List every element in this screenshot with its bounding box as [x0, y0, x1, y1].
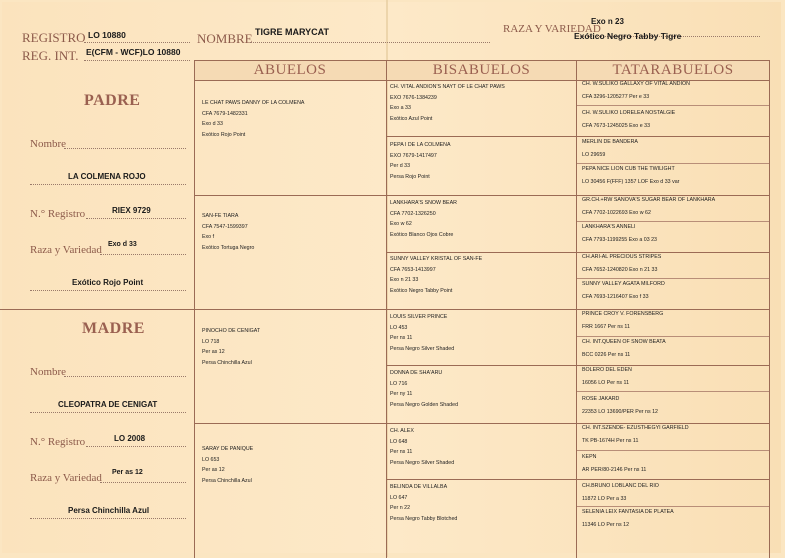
- bisabuelo-cell: [390, 312, 454, 354]
- nombre-value: TIGRE MARYCAT: [255, 27, 329, 37]
- madre-raza-underline-2: [30, 518, 186, 519]
- abuelo-cell: [202, 326, 260, 368]
- tatarabuelo-name: CH. INT.QUEEN OF SNOW BEATA: [582, 339, 666, 345]
- reg-int-value: E(CFM - WCF)LO 10880: [86, 47, 181, 57]
- tatarabuelo-reg: 22353 LO 13690/PER Per ns 12: [582, 409, 658, 415]
- tatarabuelo-reg: TK PB-1674H Per ns 11: [582, 438, 639, 444]
- abuelo-name: SAN-FE TIARA: [202, 213, 239, 219]
- reg-int-underline: [84, 60, 190, 61]
- bisabuelo-variety: Exótico Azul Point: [390, 115, 433, 122]
- abuelo-code: Per as 12: [202, 467, 225, 473]
- grid-top-line: [194, 60, 769, 61]
- tatarabuelo-separator: [577, 391, 769, 392]
- grid-vline-1: [194, 60, 195, 558]
- padre-raza-underline: [100, 254, 186, 255]
- grid-vline-3: [576, 60, 577, 558]
- tatarabuelo-reg: BCC 0226 Per ns 11: [582, 352, 631, 358]
- raza-value: Exótico Negro Tabby Tigre: [574, 31, 682, 41]
- reg-int-label: REG. INT.: [22, 48, 79, 63]
- tatarabuelo-cell: [582, 78, 690, 104]
- bisabuelo-variety: Persa Rojo Point: [390, 173, 430, 180]
- madre-raza-underline: [100, 482, 186, 483]
- bisabuelo-cell: [390, 254, 482, 296]
- tatarabuelo-cell: [582, 336, 666, 362]
- tatarabuelo-name: SUNNY VALLEY AGATA MILFORD: [582, 281, 665, 287]
- padre-registro-value: RIEX 9729: [112, 206, 151, 215]
- registro-underline: [84, 42, 190, 43]
- nombre-label: NOMBRE: [197, 31, 253, 46]
- bisabuelo-variety: Persa Negro Tabby Blotched: [390, 515, 458, 522]
- tatarabuelo-name: KEPN: [582, 454, 597, 460]
- bisabuelo-name: SUNNY VALLEY KRISTAL OF SAN-FE: [390, 256, 483, 262]
- tatarabuelo-name: ROSE JAKARD: [582, 396, 620, 402]
- madre-title: MADRE: [82, 320, 145, 337]
- abuelo-reg: CFA 7679-1482331: [202, 110, 248, 117]
- grid-eighth-line-3: [387, 365, 769, 366]
- bisabuelo-code: Per n 22: [390, 505, 411, 511]
- bisabuelo-cell: [390, 368, 458, 410]
- bisabuelo-name: DONNA DE SHA'ARU: [390, 370, 443, 376]
- bisabuelo-reg: LO 453: [390, 324, 408, 331]
- madre-raza-label: Raza y Variedad: [30, 472, 102, 484]
- tatarabuelo-name: MERLIN DE BANDERA: [582, 139, 638, 145]
- abuelo-variety: Exótico Rojo Point: [202, 131, 246, 138]
- abuelo-cell: [202, 211, 254, 253]
- madre-raza-code: Per as 12: [112, 469, 143, 476]
- bisabuelo-cell: [390, 198, 457, 240]
- tatarabuelo-cell: [582, 480, 659, 506]
- bisabuelo-reg: EXO 7676-1384239: [390, 94, 437, 101]
- tatarabuelo-cell: [582, 163, 679, 189]
- bisabuelo-reg: CFA 7702-1326250: [390, 210, 436, 217]
- tatarabuelo-reg: CFA 7793-1199255 Exo a 03 23: [582, 237, 657, 243]
- tatarabuelo-name: BOLERO DEL EDEN: [582, 367, 632, 373]
- abuelo-name: SARAY DE PANIQUE: [202, 446, 254, 452]
- tatarabuelo-name: CH. INT.SZENDE- EZUSTHEGYI GARFIELD: [582, 425, 689, 431]
- tatarabuelo-name: PRINCE CROY V. FORENSBERG: [582, 311, 664, 317]
- bisabuelo-name: LANKHARA'S SNOW BEAR: [390, 200, 457, 206]
- tatarabuelo-reg: CFA 7652-1240820 Exo n 21 33: [582, 267, 658, 273]
- tatarabuelo-reg: CFA 3296-1205277 Per e 33: [582, 94, 650, 100]
- abuelo-code: Per as 12: [202, 349, 225, 355]
- tatarabuelo-cell: [582, 422, 689, 448]
- bisabuelo-variety: Persa Negro Silver Shaded: [390, 345, 455, 352]
- tatarabuelo-cell: [582, 107, 675, 133]
- tatarabuelo-separator: [577, 105, 769, 106]
- bisabuelo-variety: Persa Negro Silver Shaded: [390, 459, 455, 466]
- madre-nombre-value: CLEOPATRA DE CENIGAT: [58, 400, 158, 409]
- tatarabuelo-cell: [582, 451, 646, 477]
- bisabuelo-code: Exo w 62: [390, 221, 412, 227]
- tatarabuelo-reg: FRR 1667 Per ns 11: [582, 324, 630, 330]
- padre-registro-underline: [86, 218, 186, 219]
- padre-raza-underline-2: [30, 290, 186, 291]
- abuelo-cell: [202, 98, 304, 140]
- tatarabuelo-reg: 16056 LO Per ns 11: [582, 380, 630, 386]
- grid-eighth-line-4: [387, 479, 769, 480]
- padre-nombre-underline-2: [30, 184, 186, 185]
- padre-nombre-value: LA COLMENA ROJO: [68, 172, 146, 181]
- tatarabuelo-reg: 11346 LO Per ns 12: [582, 522, 630, 528]
- abuelo-code: Exo f: [202, 234, 215, 240]
- tatarabuelo-cell: [582, 393, 658, 419]
- abuelo-reg: CFA 7547-1599397: [202, 223, 248, 230]
- bisabuelo-name: CH. ALEX: [390, 428, 414, 434]
- padre-title: PADRE: [84, 92, 141, 109]
- padre-nombre-underline: [64, 148, 186, 149]
- tatarabuelo-cell: [582, 251, 661, 277]
- col-abuelos-header: ABUELOS: [194, 60, 386, 80]
- tatarabuelo-reg: LO 29659: [582, 152, 606, 158]
- madre-nombre-label: Nombre: [30, 366, 67, 378]
- bisabuelo-variety: Exótico Blanco Ojos Cobre: [390, 231, 454, 238]
- tatarabuelo-reg: 11872 LO Per a 33: [582, 496, 627, 502]
- tatarabuelo-name: CH.BRUNO LOBLANC DEL RIO: [582, 483, 659, 489]
- tatarabuelo-reg: CFA 7673-1245025 Exo e 33: [582, 123, 651, 129]
- tatarabuelo-cell: [582, 364, 632, 390]
- tatarabuelo-cell: [582, 194, 715, 220]
- bisabuelo-reg: LO 648: [390, 438, 408, 445]
- bisabuelo-cell: [390, 426, 454, 468]
- bisabuelo-code: Per d 33: [390, 163, 411, 169]
- nombre-underline: [250, 42, 490, 43]
- exo-code: Exo n 23: [591, 17, 624, 26]
- madre-nombre-underline-2: [30, 412, 186, 413]
- tatarabuelo-name: CH.ARI-AL PRECIOUS STRIPES: [582, 254, 662, 260]
- bisabuelo-reg: LO 716: [390, 380, 408, 387]
- padre-raza-label: Raza y Variedad: [30, 244, 102, 256]
- bisabuelo-name: CH. VITAL ANDION'S NAYT OF LE CHAT PAWS: [390, 84, 505, 90]
- registro-value: LO 10880: [88, 30, 126, 40]
- tatarabuelo-reg: LO 30456 F(FFF) 1357 LOF Exo d 33 var: [582, 179, 680, 185]
- raza-label: RAZA Y VARIEDAD: [503, 23, 601, 35]
- madre-registro-label: N.° Registro: [30, 436, 86, 448]
- bisabuelo-variety: Exótico Negro Tabby Point: [390, 287, 453, 294]
- bisabuelo-code: Per ns 11: [390, 449, 413, 455]
- bisabuelo-name: BELINDA DE VILLALBA: [390, 484, 448, 490]
- bisabuelo-reg: CFA 7653-1413997: [390, 266, 436, 273]
- tatarabuelo-name: CH. W.SULIKO GALLAXY OF VITAL ANDION: [582, 81, 690, 87]
- bisabuelo-cell: [390, 140, 451, 182]
- padre-nombre-label: Nombre: [30, 138, 67, 150]
- tatarabuelo-name: CH. W.SULIKO LORELEA NOSTALGIE: [582, 110, 676, 116]
- abuelo-variety: Exótico Tortuga Negro: [202, 244, 255, 251]
- tatarabuelo-cell: [582, 308, 663, 334]
- tatarabuelo-name: LANKHARA'S ANNELI: [582, 224, 636, 230]
- grid-eighth-line-1: [387, 136, 769, 137]
- bisabuelo-reg: EXO 7679-1417497: [390, 152, 437, 159]
- madre-raza-value: Persa Chinchilla Azul: [68, 506, 150, 515]
- bisabuelo-name: PEPA I DE LA COLMENA: [390, 142, 451, 148]
- tatarabuelo-cell: [582, 221, 657, 247]
- padre-raza-value: Exótico Rojo Point: [72, 278, 144, 287]
- bisabuelo-code: Exo a 33: [390, 105, 411, 111]
- tatarabuelo-reg: AR PER/80-2146 Per ns 11: [582, 467, 647, 473]
- bisabuelo-variety: Persa Negro Golden Shaded: [390, 401, 459, 408]
- abuelo-cell: [202, 444, 253, 486]
- bisabuelo-cell: [390, 482, 457, 524]
- grid-vline-2: [386, 60, 387, 558]
- bisabuelo-reg: LO 647: [390, 494, 408, 501]
- grid-vline-4: [769, 60, 770, 558]
- tatarabuelo-cell: [582, 506, 674, 532]
- bisabuelo-cell: [390, 82, 505, 124]
- padre-raza-code: Exo d 33: [108, 241, 137, 248]
- tatarabuelo-cell: [582, 278, 665, 304]
- madre-registro-value: LO 2008: [114, 434, 146, 443]
- tatarabuelo-reg: CFA 7702-1022693 Exo w 62: [582, 210, 651, 216]
- tatarabuelo-cell: [582, 136, 638, 162]
- abuelo-name: PINOCHO DE CENIGAT: [202, 328, 261, 334]
- bisabuelo-code: Per ny 11: [390, 391, 413, 397]
- grid-eighth-line-2: [387, 252, 769, 253]
- abuelo-variety: Persa Chinchilla Azul: [202, 359, 252, 366]
- tatarabuelo-name: PEPA NICE LION CUB THE TWILIGHT: [582, 166, 675, 172]
- bisabuelo-code: Exo n 21 33: [390, 277, 419, 283]
- abuelo-reg: LO 718: [202, 338, 220, 345]
- bisabuelo-name: LOUIS SILVER PRINCE: [390, 314, 448, 320]
- bisabuelo-code: Per ns 11: [390, 335, 413, 341]
- madre-registro-underline: [86, 446, 186, 447]
- padre-registro-label: N.° Registro: [30, 208, 86, 220]
- registro-label: REGISTRO: [22, 30, 86, 45]
- tatarabuelo-name: SELENIA LEIX FANTASIA DE PLATEA: [582, 509, 674, 515]
- tatarabuelo-name: GR.CH.+RW SANOVA'S SUGAR BEAR OF LANKHARA: [582, 197, 716, 203]
- abuelo-variety: Persa Chinchilla Azul: [202, 477, 252, 484]
- tatarabuelo-reg: CFA 7693-1216407 Exo f 33: [582, 294, 649, 300]
- col-bisabuelos-header: BISABUELOS: [387, 60, 576, 80]
- madre-nombre-underline: [64, 376, 186, 377]
- abuelo-code: Exo d 33: [202, 121, 223, 127]
- col-tatarabuelos-header: TATARABUELOS: [577, 60, 769, 80]
- abuelo-reg: LO 653: [202, 456, 220, 463]
- abuelo-name: LE CHAT PAWS DANNY OF LA COLMENA: [202, 100, 305, 106]
